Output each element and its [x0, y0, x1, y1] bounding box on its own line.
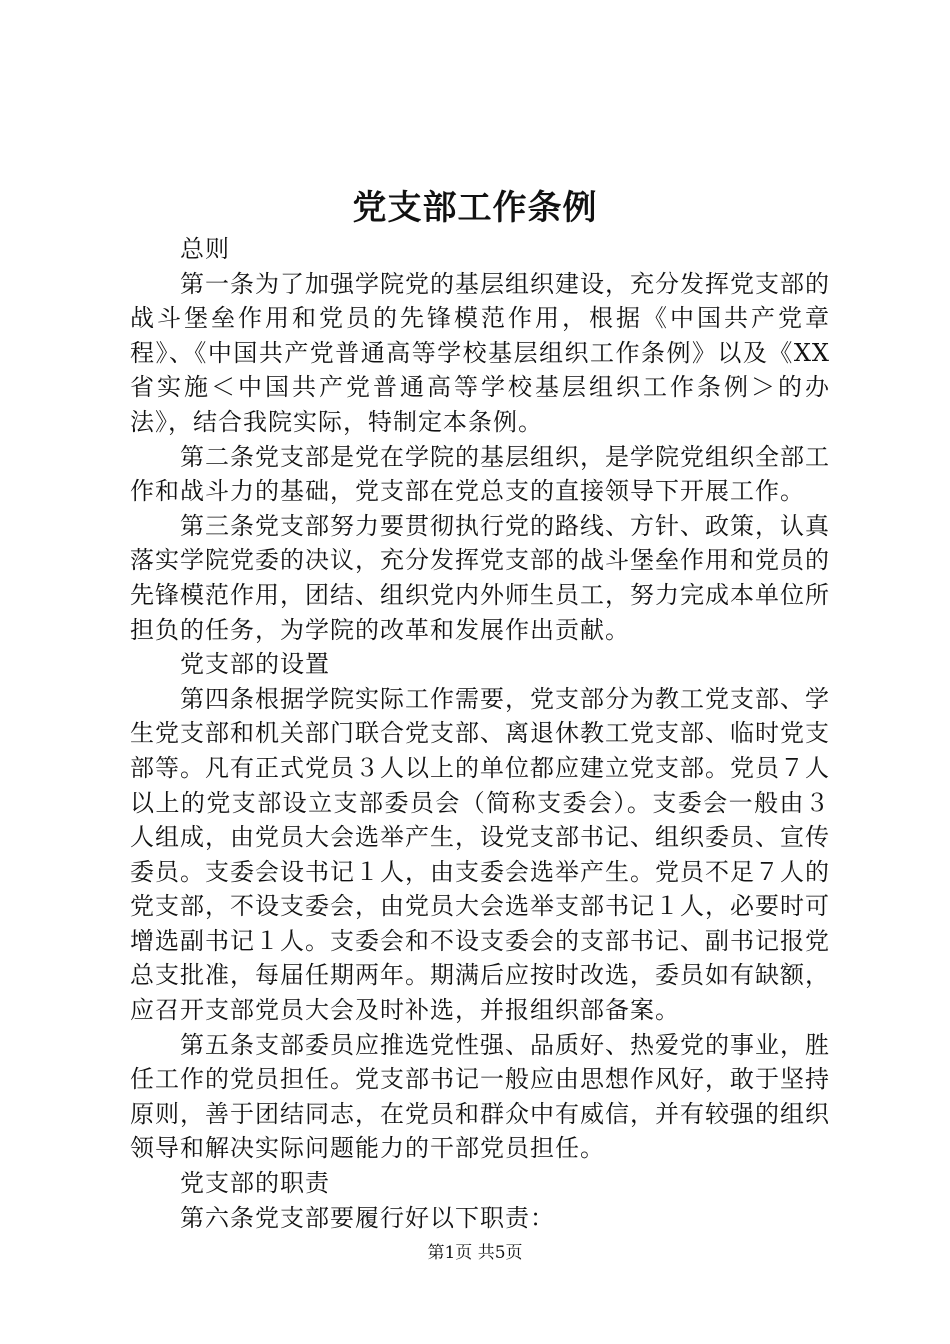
document-body — [130, 232, 830, 1235]
paragraph: 第一条为了加强学院党的基层组织建设，充分发挥党支部的战斗堡垒作用和党员的先锋模范作用，根据《中国共产党章程》、《中国共产党普通高等学校基层组织工作条例》以及《XX省实施＜中国共产党普通高等学校基层组织工作条例＞的办法》，结合我院实际，特制定本条例。 — [130, 269, 830, 436]
paragraph: 第三条党支部努力要贯彻执行党的路线、方针、政策，认真落实学院党委的决议，充分发挥党支部的战斗堡垒作用和党员的先锋模范作用，团结、组织党内外师生员工，努力完成本单位所担负的任务，为学院的改革和发展作出贡献。 — [130, 511, 830, 644]
page-number-footer: 第1页 共5页 — [427, 1243, 523, 1263]
paragraph: 第五条支部委员应推选党性强、品质好、热爱党的事业，胜任工作的党员担任。党支部书记一般应由思想作风好，敢于坚持原则，善于团结同志，在党员和群众中有威信，并有较强的组织领导和解决实际问题能力的干部党员担任。 — [130, 1030, 830, 1163]
section-heading: 党支部的职责 — [180, 1169, 330, 1198]
document-title: 党支部工作条例 — [352, 188, 598, 228]
section-heading: 总则 — [180, 235, 230, 263]
section-heading: 党支部的设置 — [180, 650, 330, 679]
paragraph: 第四条根据学院实际工作需要，党支部分为教工党支部、学生党支部和机关部门联合党支部、离退休教工党支部、临时党支部等。凡有正式党员３人以上的单位都应建立党支部。党员７人以上的党支部设立支部委员会（简称支委会）。支委会一般由３人组成，由党员大会选举产生，设党支部书记、组织委员、宣传委员。支委会设书记１人，由支委会选举产生。党员不足７人的党支部，不设支委会，由党员大会选举支部书记１人，必要时可增选副书记１人。支委会和不设支委会的支部书记、副书记报党总支批准，每届任期两年。期满后应按时改选，委员如有缺额，应召开支部党员大会及时补选，并报组织部备案。 — [130, 684, 830, 1025]
paragraph: 第六条党支部要履行好以下职责： — [180, 1203, 555, 1232]
paragraph: 第二条党支部是党在学院的基层组织，是学院党组织全部工作和战斗力的基础，党支部在党总支的直接领导下开展工作。 — [130, 442, 830, 506]
